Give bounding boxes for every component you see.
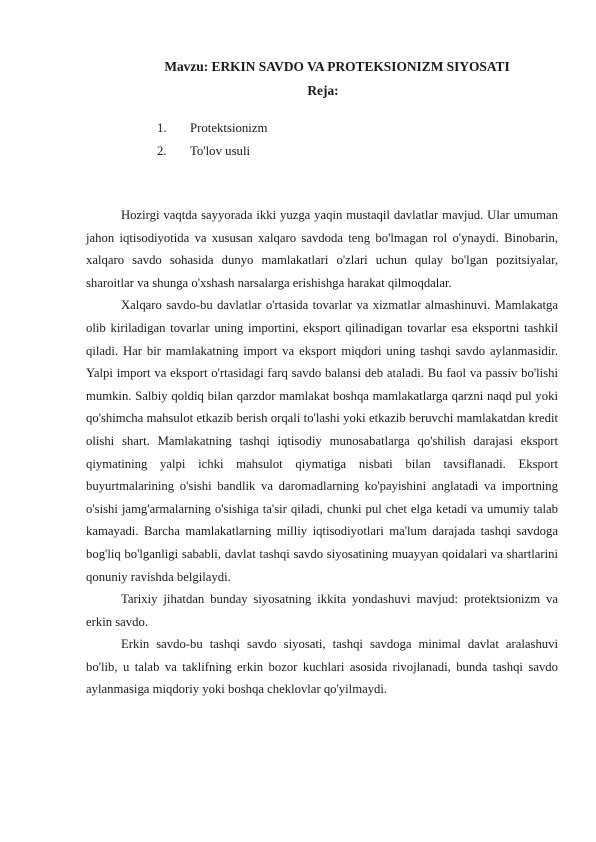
plan-list bbox=[157, 117, 268, 163]
plan-item-number: 1. bbox=[157, 121, 167, 135]
plan-item bbox=[157, 117, 268, 140]
paragraph: Tarixiy jihatdan bunday siyosatning ikkita yondashuvi mavjud: protektsionizm va erkin savdo. bbox=[86, 592, 558, 629]
paragraph: Xalqaro savdo-bu davlatlar o'rtasida tovarlar va xizmatlar almashinuvi. Mamlakatga olib kiriladigan tovarlar uning importini, eksport qilinadigan tovarlar esa eksportni tashkil qiladi. Har bir mamlakatning import va eksport miqdori uning tashqi savdo aylanmasidir. Yalpi import va eksport o'rtasidagi farq savdo balansi deb ataladi. Bu faol va passiv bo'lishi mumkin. Salbiy qoldiq bilan qarzdor mamlakat boshqa mamlakatlarga qarzni naqd pul yoki qo'shimcha mahsulot etkazib berish orqali to'lashi yoki etkazib beruvchi mamlakatdan kredit olishi shart. Mamlakatning tashqi iqtisodiy munosabatlarga qo'shilish darajasi eksport qiymatining yalpi ichki mahsulot qiymatiga nisbati bilan tavsiflanadi. Eksport buyurtmalarining o'sishi bandlik va daromadlarning ko'payishini anglatadi va importning o'sishi jamg'armalarning o'sishiga ta'sir qiladi, chunki pul chet elga ketadi va umumiy talab kamayadi. Barcha mamlakatlarning milliy iqtisodiyotlari ma'lum darajada tashqi savdoga bog'liq bo'lganligi sababli, davlat tashqi savdo siyosatining muayyan qoidalari va shartlarini qonuniy ravishda belgilaydi. bbox=[86, 298, 558, 584]
plan-heading: Reja: bbox=[307, 83, 339, 98]
plan-item-text: To'lov usuli bbox=[190, 144, 251, 158]
document-body bbox=[86, 204, 558, 701]
plan-item-text: Protektsionizm bbox=[190, 121, 268, 135]
plan-item bbox=[157, 140, 268, 163]
page-title: Mavzu: ERKIN SAVDO VA PROTEKSIONIZM SIYOSATI bbox=[164, 59, 510, 74]
plan-item-number: 2. bbox=[157, 144, 167, 158]
paragraph: Hozirgi vaqtda sayyorada ikki yuzga yaqin mustaqil davlatlar mavjud. Ular umuman jahon iqtisodiyotida va xususan xalqaro savdoda teng bo'lmagan rol o'ynaydi. Binobarin, xalqaro savdo sohasida dunyo mamlakatlari o'zlari uchun qulay bo'lgan pozitsiyalar, sharoitlar va shunga o'xshash narsalarga erishishga harakat qilmoqdalar. bbox=[86, 208, 558, 290]
paragraph: Erkin savdo-bu tashqi savdo siyosati, tashqi savdoga minimal davlat aralashuvi bo'lib, u talab va taklifning erkin bozor kuchlari asosida rivojlanadi, bunda tashqi savdo aylanmasiga miqdoriy yoki boshqa cheklovlar qo'yilmaydi. bbox=[86, 637, 558, 697]
